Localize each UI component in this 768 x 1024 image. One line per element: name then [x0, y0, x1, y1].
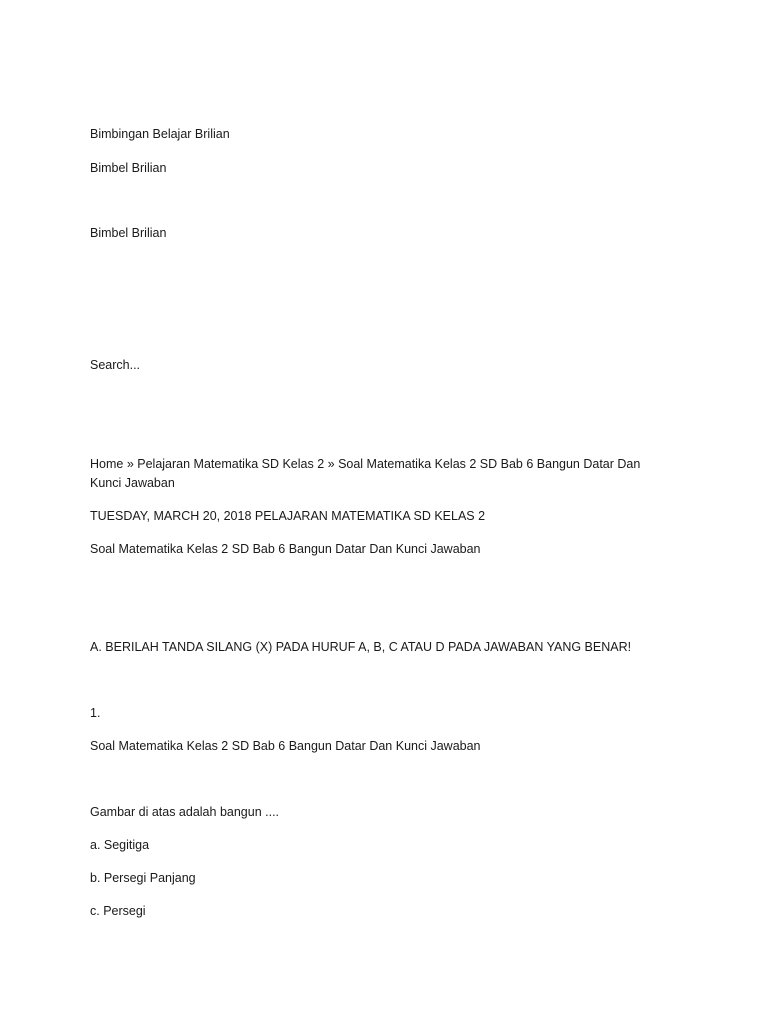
- answer-option-c: c. Persegi: [90, 904, 146, 918]
- post-title: Soal Matematika Kelas 2 SD Bab 6 Bangun Datar Dan Kunci Jawaban: [90, 542, 481, 556]
- site-title[interactable]: Bimbingan Belajar Brilian: [90, 127, 230, 141]
- section-heading: A. BERILAH TANDA SILANG (X) PADA HURUF A, B, C ATAU D PADA JAWABAN YANG BENAR!: [90, 640, 632, 654]
- question-text: Gambar di atas adalah bangun ....: [90, 805, 280, 819]
- breadcrumb: [90, 455, 670, 493]
- question-number: 1.: [90, 706, 101, 720]
- answer-option-b: b. Persegi Panjang: [90, 871, 196, 885]
- search-input[interactable]: Search...: [90, 358, 141, 372]
- breadcrumb-separator: »: [324, 457, 339, 471]
- breadcrumb-home-link[interactable]: Home: [90, 457, 124, 471]
- answer-option-a: a. Segitiga: [90, 838, 150, 852]
- post-meta: TUESDAY, MARCH 20, 2018 PELAJARAN MATEMATIKA SD KELAS 2: [90, 509, 486, 523]
- question-image-alt-text: Soal Matematika Kelas 2 SD Bab 6 Bangun Datar Dan Kunci Jawaban: [90, 739, 481, 753]
- breadcrumb-category-link[interactable]: Pelajaran Matematika SD Kelas 2: [137, 457, 325, 471]
- breadcrumb-separator: »: [123, 457, 138, 471]
- breadcrumb-current: Soal Matematika Kelas 2 SD Bab 6 Bangun Datar Dan Kunci Jawaban: [90, 457, 641, 490]
- site-logo-alt-text[interactable]: Bimbel Brilian: [90, 226, 167, 240]
- site-name[interactable]: Bimbel Brilian: [90, 161, 167, 175]
